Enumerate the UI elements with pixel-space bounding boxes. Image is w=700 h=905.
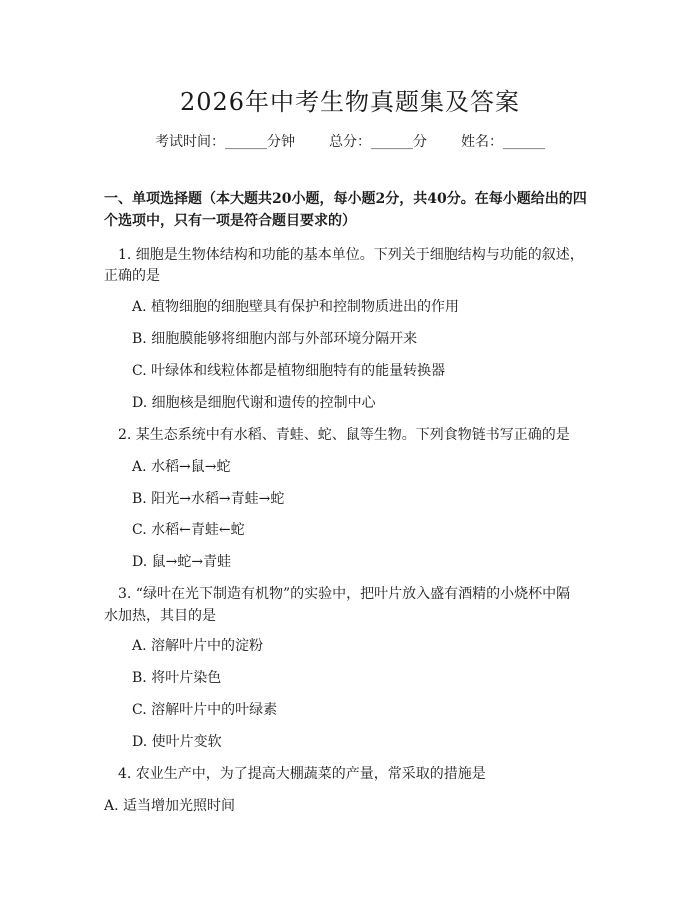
question-3-option-c: C. 溶解叶片中的叶绿素 [132, 702, 278, 718]
question-2-option-b: B. 阳光→水稻→青蛙→蛇 [132, 491, 285, 507]
question-3-option-b: B. 将叶片染色 [132, 670, 222, 686]
question-1-stem: 1. 细胞是生物体结构和功能的基本单位。下列关于细胞结构与功能的叙述， [118, 247, 584, 263]
question-1-option-d: D. 细胞核是细胞代谢和遗传的控制中心 [132, 395, 376, 411]
question-1-option-a: A. 植物细胞的细胞壁具有保护和控制物质进出的作用 [132, 299, 460, 315]
question-3-option-d: D. 使叶片变软 [132, 734, 222, 750]
question-1-stem-cont: 正确的是 [104, 268, 160, 284]
question-1-option-b: B. 细胞膜能够将细胞内部与外部环境分隔开来 [132, 331, 418, 347]
section-heading: 一、单项选择题（本大题共20小题，每小题2分，共40分。在每小题给出的四个选项中，只有一项是符合题目要求的） [104, 191, 587, 229]
question-3-stem: 3. “绿叶在光下制造有机物”的实验中，把叶片放入盛有酒精的小烧杯中隔 [118, 586, 571, 602]
question-4-option-a: A. 适当增加光照时间 [104, 798, 236, 814]
question-3-option-a: A. 溶解叶片中的淀粉 [132, 638, 264, 654]
question-3-stem-cont: 水加热，其目的是 [104, 608, 216, 624]
question-4-stem: 4. 农业生产中，为了提高大棚蔬菜的产量，常采取的措施是 [118, 766, 486, 782]
exam-meta-row [0, 131, 700, 151]
question-2-option-c: C. 水稻←青蛙←蛇 [132, 522, 245, 538]
total-score-field: 总分：______分 [329, 134, 427, 150]
page-title: 2026年中考生物真题集及答案 [179, 88, 521, 116]
question-2-option-a: A. 水稻→鼠→蛇 [132, 459, 231, 475]
exam-time-field: 考试时间：______分钟 [155, 134, 295, 150]
question-2-stem: 2. 某生态系统中有水稻、青蛙、蛇、鼠等生物。下列食物链书写正确的是 [118, 427, 570, 443]
question-1-option-c: C. 叶绿体和线粒体都是植物细胞特有的能量转换器 [132, 363, 446, 379]
student-name-field: 姓名：______ [461, 134, 545, 150]
question-2-option-d: D. 鼠→蛇→青蛙 [132, 554, 232, 570]
